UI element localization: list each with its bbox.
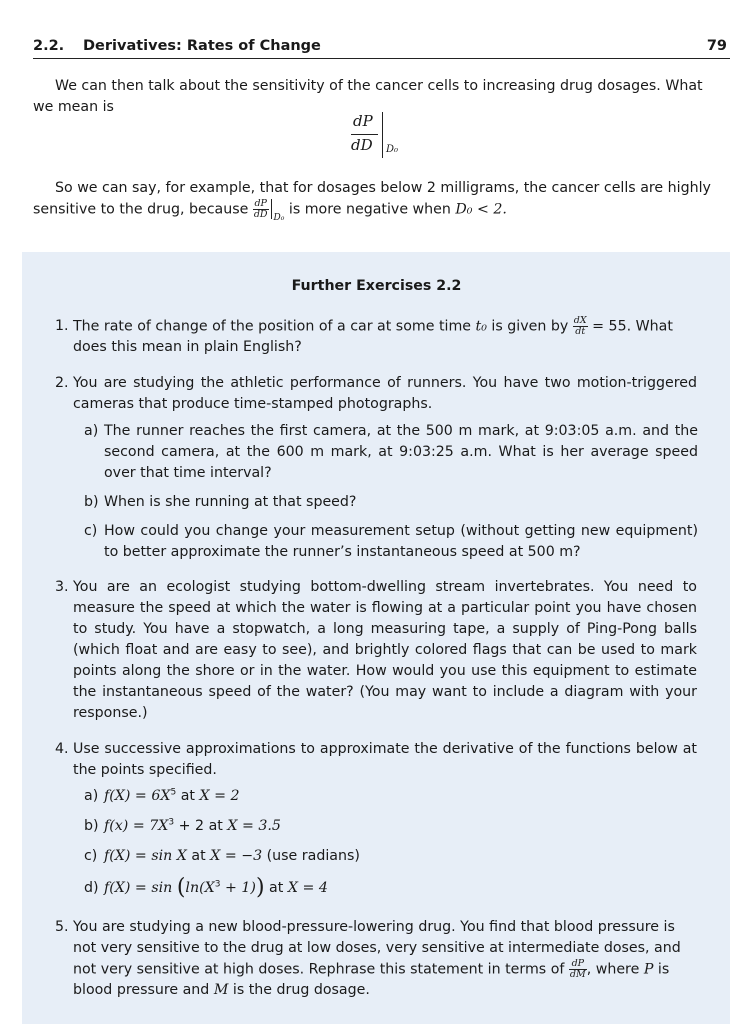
inline-eval-subscript: D₀ [273,213,285,224]
page-number: 79 [706,38,727,54]
ex4a-function: f(X) = 6X [104,788,171,804]
ex4d-inner-b: + 1) [224,880,256,896]
ex4d-point: X = 4 [287,880,328,896]
section-number: 2.2. [33,38,65,54]
subpart-marker: d) [84,880,99,896]
ex5-line-3b: , where [586,961,640,978]
ex5-line-4a: blood pressure and [73,982,210,999]
subpart-marker: a) [84,423,99,439]
subpart-marker: c) [84,848,98,864]
right-paren: ) [255,875,265,900]
ex4c-at: at [191,848,206,864]
ex4b-exponent: 3 [168,817,175,828]
intro-line-1: We can then talk about the sensitivity of the cancer cells to increasing drug dosages. What [55,78,703,94]
ex4a-at: at [180,788,195,804]
exercises-title: Further Exercises 2.2 [291,278,462,294]
exercise-marker: 1. [55,318,69,334]
subpart-marker: a) [84,788,99,804]
ex4d-function: f(X) = sin [104,880,173,896]
inline-numerator: dP [254,198,267,209]
exercise-marker: 3. [55,579,69,595]
ex2a-text: The runner reaches the first camera, at the 500 m mark, at 9:03:05 a.m. and the second camera, at the 600 m mark, at 9:03:25 a.m. What is her average speed over that time interval? [104,423,698,481]
display-denominator: dD [351,136,373,154]
left-paren: ( [176,875,186,900]
ex1-numerator: dX [573,315,587,326]
exercise-marker: 4. [55,741,69,757]
ex2b-text: When is she running at that speed? [104,494,357,510]
ex5-derivative [569,959,587,980]
ex4c-function: f(X) = sin X [104,848,187,864]
ex5-denominator: dM [569,968,586,980]
ex4d-inner: ln(X [185,880,215,896]
intro-line-2: we mean is [33,99,114,115]
ex2-text: You are studying the athletic performance of runners. You have two motion-triggered cameras that produce time-stamped photographs. [73,375,697,412]
ex1-derivative [573,316,588,337]
ex4c-note: (use radians) [266,848,360,864]
subpart-marker: b) [84,494,99,510]
para2-text-a: sensitive to the drug, because [33,201,249,218]
inline-derivative [253,199,269,220]
ex5-numerator: dP [569,959,587,970]
exercise-marker: 2. [55,375,69,391]
ex5-line-4b: is the drug dosage. [232,982,370,999]
ex4b-point: X = 3.5 [227,818,281,834]
ex4b-function: f(x) = 7X [104,818,169,834]
para2-text-b: is more negative when [288,201,451,218]
ex4d-at: at [269,880,284,896]
ex4-text: Use successive approximations to approximate the derivative of the functions below at the points specified. [73,741,697,778]
ex1-line-2: does this mean in plain English? [73,339,302,356]
ex4d-exponent: 3 [214,879,221,890]
para2-math: D₀ < 2. [455,201,507,218]
intro-para2-line-1: So we can say, for example, that for dosages below 2 milligrams, the cancer cells are highly [55,180,711,196]
intro-para2-line-2 [33,199,507,222]
ex4a-point: X = 2 [199,788,240,804]
ex4b-rest: + 2 [178,818,205,834]
fraction-bar [351,134,378,135]
evaluation-subscript: D₀ [386,144,399,155]
ex4c-point: X = −3 [210,848,263,864]
ex4a-exponent: 5 [170,787,177,798]
ex1-text-c: = 55. What [592,318,673,335]
evaluation-bar [382,112,383,158]
subpart-marker: c) [84,523,98,539]
display-numerator: dP [353,112,373,130]
ex1-denominator: dt [575,325,586,337]
exercise-marker: 5. [55,919,69,935]
section-title: Derivatives: Rates of Change [83,38,321,54]
ex5-line-3c: is [657,961,670,978]
display-derivative [349,110,419,160]
ex5-P: P [643,961,654,978]
ex3-text: You are an ecologist studying bottom-dwelling stream invertebrates. You need to measure the speed at which the water is flowing at a particular point you have chosen to study. You have a stopwatch, a long measuring tape, a supply of Ping-Pong balls (which float and are easy to see), and brightly colored flags that can be used to mark points along the shore or in the water. How would you use this equipment to estimate the instantaneous speed of the water? (You may want to include a diagram with your response.) [73,579,697,721]
ex1-t0: t₀ [475,318,487,335]
subpart-marker: b) [84,818,99,834]
ex5-line-1: You are studying a new blood-pressure-lowering drug. You find that blood pressure is [73,919,675,935]
ex5-line-3a: not very sensitive at high doses. Rephrase this statement in terms of [73,961,565,978]
ex2c-text: How could you change your measurement setup (without getting new equipment) to better approximate the runner’s instantaneous speed at 500 m? [104,523,698,560]
ex5-line-2: not very sensitive to the drug at low doses, very sensitive at intermediate doses, and [73,940,681,956]
ex4b-at: at [208,818,223,834]
page-header [33,34,730,59]
ex1-text-b: is given by [491,318,569,335]
ex5-M: M [213,982,229,999]
ex1-text-a: The rate of change of the position of a car at some time [73,318,471,335]
inline-denominator: dD [253,208,268,220]
inline-eval-bar [271,199,272,219]
